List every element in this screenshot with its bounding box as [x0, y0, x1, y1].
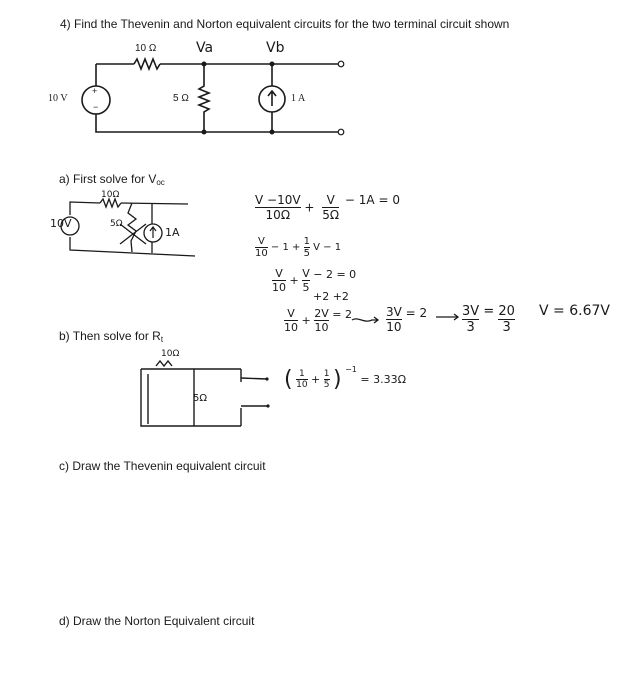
eq6b: $\frac{3V}{3}$ = $\frac{20}{3}$	[462, 304, 515, 335]
source-label: 10 V	[48, 93, 68, 104]
sketch-resistor-10	[156, 361, 172, 366]
sketch-r1-label: 10Ω	[101, 190, 120, 200]
req-expression: ( $\frac{1}{10}$ + $\frac{1}{5}$ ) $^{-1}$ = 3.33Ω	[284, 365, 407, 392]
sketch-terminal	[266, 404, 269, 407]
sketch-wire	[70, 202, 100, 215]
part-c-label: c) Draw the Thevenin equivalent circuit	[59, 459, 266, 473]
eq6: $\frac{3V}{10}$ = 2	[386, 305, 428, 334]
plus-sign: +	[92, 86, 98, 96]
sketch-resistor-5	[128, 203, 136, 252]
sketch-terminal-leads	[241, 378, 268, 406]
r1-label: 10 Ω	[135, 43, 157, 54]
sketch-resistor-10	[100, 199, 121, 207]
sketch-cross	[120, 224, 146, 244]
minus-sign: −	[93, 102, 99, 112]
terminal-a	[338, 61, 344, 67]
main-circuit-wire	[96, 114, 338, 132]
eq3: $\frac{V}{10}$ + $\frac{V}{5}$ − 2 = 0	[272, 267, 357, 294]
problem-heading: 4) Find the Thevenin and Norton equivalent circuits for the two terminal circuit shown	[60, 17, 510, 31]
arrow-icon	[434, 311, 462, 323]
sketch-wire	[141, 369, 241, 426]
resistor-10-ohm	[134, 59, 160, 69]
part-a-label: a) First solve for $V_{oc}$	[59, 172, 165, 187]
sketch-terminal	[265, 377, 268, 380]
va-label: Va	[196, 40, 214, 56]
vb-label: Vb	[266, 40, 285, 56]
node-dot	[202, 130, 207, 135]
node-dot	[270, 62, 275, 67]
sketch-current-label: 1A	[165, 226, 180, 239]
terminal-b	[338, 129, 344, 135]
eq1: $\frac{V -10V}{10\Omega}$ + $\frac{V}{5\Omega}$ − 1A = 0	[255, 192, 400, 222]
sketch-wire	[70, 237, 195, 256]
voc-result: V = 6.67V	[539, 303, 610, 319]
eq5: $\frac{V}{10}$ + $\frac{2V}{10}$ = 2	[284, 307, 352, 334]
arrow-icon	[350, 312, 382, 326]
node-dot	[202, 62, 207, 67]
part-b-label: b) Then solve for $R_t$	[59, 329, 164, 344]
current-label: 1 A	[291, 93, 306, 104]
node-dot	[270, 130, 275, 135]
sketch-r2-label: 5Ω	[110, 219, 123, 229]
part-d-label: d) Draw the Norton Equivalent circuit	[59, 614, 255, 628]
resistor-5-ohm	[199, 64, 209, 132]
r2-label: 5 Ω	[173, 93, 189, 104]
eq4: +2 +2	[313, 290, 349, 303]
eq2: $\frac{V}{10}$ − 1 + $\frac{1}{5}$ V − 1	[255, 236, 342, 259]
sketch-b-r2-label: 5Ω	[193, 393, 208, 404]
sketch-b-r1-label: 10Ω	[161, 349, 180, 359]
sketch-source-label: 10V	[50, 217, 72, 230]
